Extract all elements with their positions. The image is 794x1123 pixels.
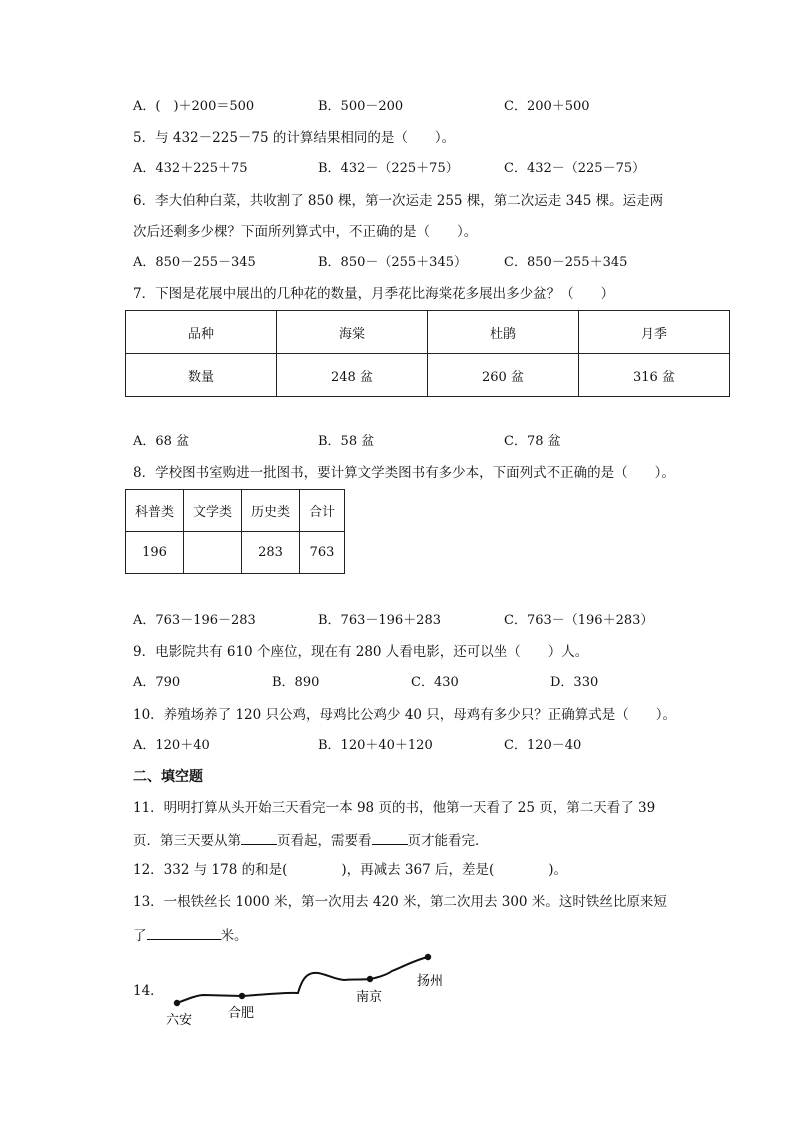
q10-option-a: A．120＋40 (133, 738, 210, 753)
q13-line2 (133, 925, 248, 945)
map-point-hefei (239, 993, 245, 999)
q5-option-c: C．432－（225－75） (504, 161, 646, 176)
q6-option-b: B．850－（255＋345） (318, 255, 467, 270)
q5-option-a: A．432＋225＋75 (133, 161, 248, 176)
q9-option-b: B．890 (272, 675, 320, 690)
q10-option-c: C．120－40 (504, 738, 582, 753)
q6-stem-line1: 6．李大伯种白菜，共收割了 850 棵，第一次运走 255 棵，第二次运走 345 棵。运走两 (133, 193, 664, 209)
q8-book-table (125, 489, 345, 574)
q8-data-cell (184, 532, 242, 574)
q6-stem-line2: 次后还剩多少棵？下面所列算式中，不正确的是（ ）。 (133, 224, 478, 240)
q8-header-cell: 文学类 (184, 490, 242, 532)
q7-stem: 7．下图是花展中展出的几种花的数量，月季花比海棠花多展出多少盆？（ ） (133, 286, 615, 302)
q11-blank-1[interactable] (241, 830, 277, 845)
q8-header-cell: 科普类 (126, 490, 184, 532)
q4-option-a: A．( )＋200＝500 (133, 99, 255, 114)
q13-text-a: 了 (133, 928, 147, 944)
q8-option-c: C．763－（196＋283） (504, 613, 654, 628)
q8-data-cell: 196 (126, 532, 184, 574)
q13-line1: 13．一根铁丝长 1000 米，第一次用去 420 米，第二次用去 300 米。这时铁丝比原来短 (133, 894, 667, 910)
q9-stem: 9．电影院共有 610 个座位，现在有 280 人看电影，还可以坐（ ）人。 (133, 644, 589, 660)
route-line (177, 957, 428, 1003)
q14-route-map (160, 948, 460, 1033)
q8-data-cell: 283 (242, 532, 300, 574)
q8-option-b: B．763－196＋283 (318, 613, 441, 628)
map-label-hefei: 合肥 (228, 1006, 255, 1021)
q5-option-b: B．432－（225＋75） (318, 161, 459, 176)
q10-option-b: B．120＋40＋120 (318, 738, 433, 753)
q7-flower-table (125, 310, 730, 397)
q7-option-a: A．68 盆 (133, 434, 190, 449)
q10-stem: 10．养殖场养了 120 只公鸡，母鸡比公鸡少 40 只，母鸡有多少只？正确算式是（ ）。 (133, 707, 677, 723)
q8-header-cell: 历史类 (242, 490, 300, 532)
q9-option-d: D．330 (550, 675, 599, 690)
q11-text-a: 页．第三天要从第 (133, 833, 241, 849)
q9-option-c: C．430 (411, 675, 459, 690)
q11-line1: 11．明明打算从头开始三天看完一本 98 页的书，他第一天看了 25 页，第二天看了 39 (133, 800, 656, 816)
q11-blank-2[interactable] (372, 830, 408, 845)
section-heading: 二、填空题 (133, 769, 203, 785)
q7-header-cell: 品种 (126, 311, 277, 354)
q7-header-cell: 月季 (579, 311, 730, 354)
q13-text-b: 米。 (220, 928, 248, 944)
q7-option-c: C．78 盆 (504, 434, 561, 449)
q4-option-b: B．500－200 (318, 99, 404, 114)
q6-option-a: A．850－255－345 (133, 255, 256, 270)
q14-number: 14． (133, 983, 164, 999)
map-label-yangzhou: 扬州 (417, 974, 444, 989)
map-point-yangzhou (425, 954, 431, 960)
map-label-liuan: 六安 (166, 1013, 193, 1028)
q9-option-a: A．790 (133, 675, 181, 690)
q7-data-cell: 316 盆 (579, 354, 730, 397)
q7-option-b: B．58 盆 (318, 434, 375, 449)
q8-data-cell: 763 (300, 532, 345, 574)
q11-line2 (133, 830, 489, 850)
q8-header-cell: 合计 (300, 490, 345, 532)
map-point-liuan (174, 1000, 180, 1006)
q8-stem: 8．学校图书室购进一批图书，要计算文学类图书有多少本，下面列式不正确的是（ ）。 (133, 465, 675, 481)
q7-header-cell: 海棠 (277, 311, 428, 354)
q4-option-c: C．200＋500 (504, 99, 590, 114)
map-label-nanjing: 南京 (356, 990, 383, 1005)
q7-data-cell: 数量 (126, 354, 277, 397)
q7-data-cell: 260 盆 (428, 354, 579, 397)
q7-header-cell: 杜鹃 (428, 311, 579, 354)
q11-text-c: 页才能看完． (407, 833, 489, 849)
q12-text: 12．332 与 178 的和是( )，再减去 367 后，差是( )。 (133, 862, 568, 878)
q7-data-cell: 248 盆 (277, 354, 428, 397)
q13-blank[interactable] (147, 925, 221, 940)
q5-stem: 5．与 432－225－75 的计算结果相同的是（ ）。 (133, 130, 456, 146)
q11-text-b: 页看起，需要看 (277, 833, 372, 849)
map-point-nanjing (367, 976, 373, 982)
q6-option-c: C．850－255＋345 (504, 255, 628, 270)
q8-option-a: A．763－196－283 (133, 613, 256, 628)
